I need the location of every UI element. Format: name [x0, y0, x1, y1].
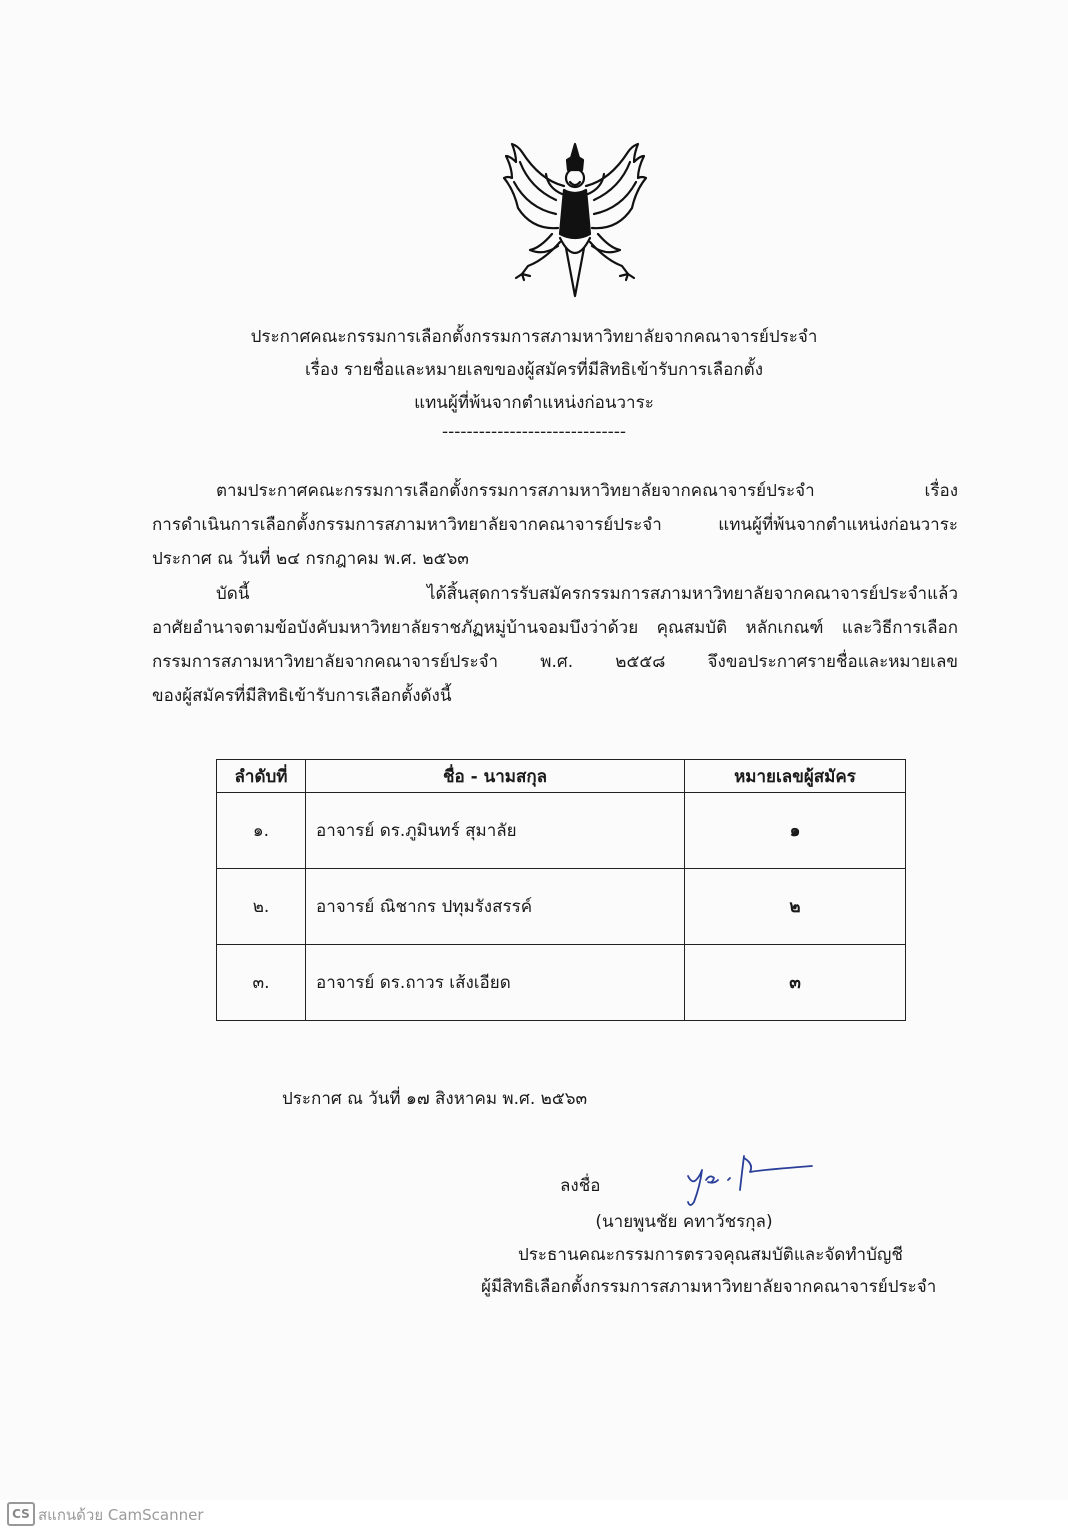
- row-number: ๑: [685, 793, 906, 869]
- table-row: [217, 869, 906, 945]
- title-line-1: ประกาศคณะกรรมการเลือกตั้งกรรมการสภามหาวิทยาลัยจากคณาจารย์ประจำ: [250, 327, 818, 347]
- signer-position-line-2: ผู้มีสิทธิเลือกตั้งกรรมการสภามหาวิทยาลัยจากคณาจารย์ประจำ: [481, 1277, 937, 1297]
- paragraph-2-line-4: ของผู้สมัครที่มีสิทธิเข้ารับการเลือกตั้งดังนี้: [152, 686, 452, 706]
- row-number: ๓: [685, 945, 906, 1021]
- signer-name: (นายพูนชัย คทาวัชรกุล): [595, 1212, 773, 1232]
- row-no: ๑.: [217, 793, 306, 869]
- row-no: ๒.: [217, 869, 306, 945]
- candidates-table: [216, 759, 906, 1021]
- table-header-row: [217, 760, 906, 793]
- paragraph-2-line-1: บัดนี้ ได้สิ้นสุดการรับสมัครกรรมการสภามหาวิทยาลัยจากคณาจารย์ประจำแล้ว: [216, 584, 958, 604]
- header-number: หมายเลขผู้สมัคร: [685, 760, 906, 793]
- camscanner-logo-icon: CS: [7, 1502, 35, 1526]
- header-no: ลำดับที่: [217, 760, 306, 793]
- camscanner-text: สแกนด้วย CamScanner: [38, 1506, 204, 1524]
- paragraph-1-line-1: ตามประกาศคณะกรรมการเลือกตั้งกรรมการสภามหาวิทยาลัยจากคณาจารย์ประจำ เรื่อง: [216, 481, 958, 501]
- paragraph-2-line-2: อาศัยอำนาจตามข้อบังคับมหาวิทยาลัยราชภัฏหมู่บ้านจอมบึงว่าด้วย คุณสมบัติ หลักเกณฑ์ และวิธีการเลือก: [152, 618, 958, 638]
- table-row: [217, 945, 906, 1021]
- title-line-3: แทนผู้ที่พ้นจากตำแหน่งก่อนวาระ: [414, 393, 654, 413]
- paragraph-2-line-3: กรรมการสภามหาวิทยาลัยจากคณาจารย์ประจำ พ.ศ. ๒๕๕๘ จึงขอประกาศรายชื่อและหมายเลข: [152, 652, 958, 672]
- row-number: ๒: [685, 869, 906, 945]
- announcement-date: ประกาศ ณ วันที่ ๑๗ สิงหาคม พ.ศ. ๒๕๖๓: [282, 1089, 588, 1109]
- row-no: ๓.: [217, 945, 306, 1021]
- title-divider: ------------------------------: [441, 422, 627, 442]
- header-name: ชื่อ - นามสกุล: [306, 760, 685, 793]
- paragraph-1-line-3: ประกาศ ณ วันที่ ๒๔ กรกฎาคม พ.ศ. ๒๕๖๓: [152, 549, 469, 569]
- garuda-emblem-icon: [500, 138, 650, 300]
- sign-label: ลงชื่อ: [560, 1176, 601, 1196]
- table-row: [217, 793, 906, 869]
- paragraph-1-line-2: การดำเนินการเลือกตั้งกรรมการสภามหาวิทยาลัยจากคณาจารย์ประจำ แทนผู้ที่พ้นจากตำแหน่งก่อนวาระ: [152, 515, 958, 535]
- signer-position-line-1: ประธานคณะกรรมการตรวจคุณสมบัติและจัดทำบัญชี: [518, 1245, 903, 1265]
- title-line-2: เรื่อง รายชื่อและหมายเลขของผู้สมัครที่มีสิทธิเข้ารับการเลือกตั้ง: [304, 360, 763, 380]
- row-name: อาจารย์ ณิชากร ปทุมรังสรรค์: [306, 869, 685, 945]
- row-name: อาจารย์ ดร.ถาวร เส้งเอียด: [306, 945, 685, 1021]
- row-name: อาจารย์ ดร.ภูมินทร์ สุมาลัย: [306, 793, 685, 869]
- handwritten-signature: [680, 1150, 820, 1210]
